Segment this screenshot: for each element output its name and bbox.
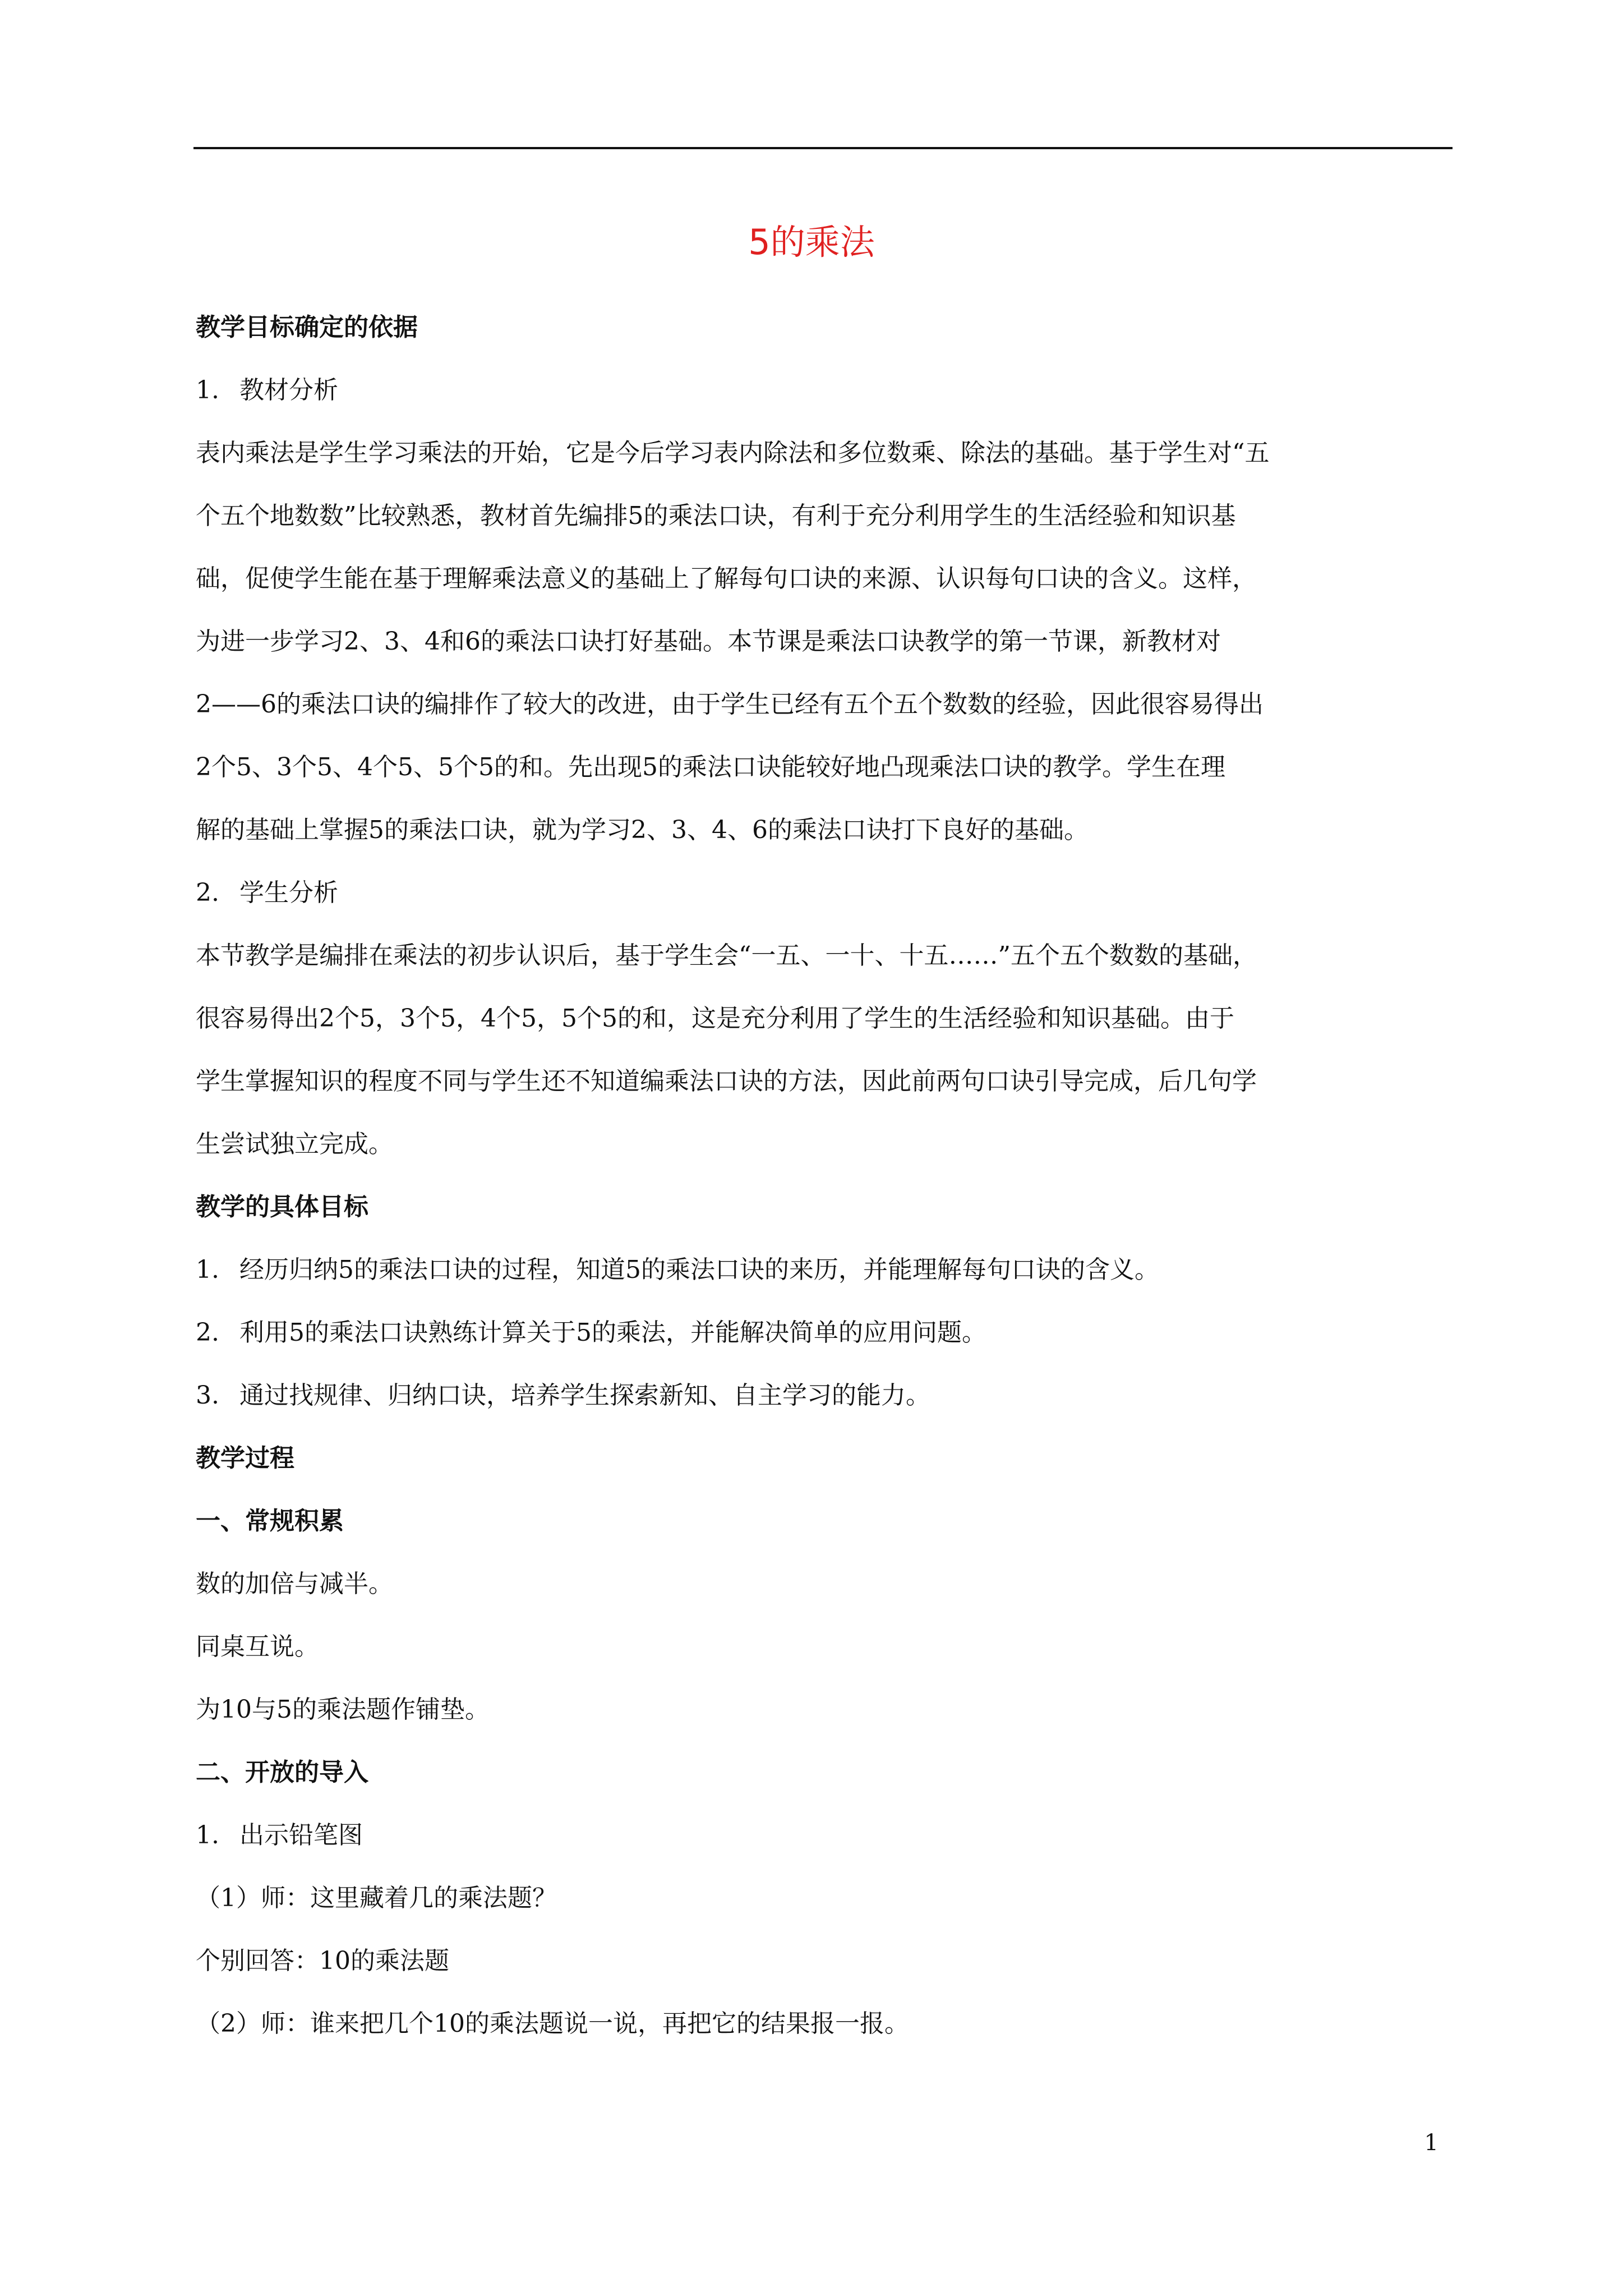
line-text: 表内乘法是学生学习乘法的开始，它是今后学习表内除法和多位数乘、除法的基础。基于学生对“五	[196, 439, 1270, 467]
item-number: 1.	[196, 1255, 219, 1284]
item-number: 3.	[196, 1381, 219, 1410]
item-text: 出示铅笔图	[239, 1821, 363, 1849]
document-body	[196, 296, 1438, 2055]
subsection-student-analysis	[196, 862, 1438, 924]
section-heading-basis: 教学目标确定的依据	[196, 313, 418, 342]
paragraph-line: 同桌互说。	[196, 1632, 319, 1661]
paragraph-line: 为10与5的乘法题作铺垫。	[196, 1695, 490, 1724]
goal-text: 利用5的乘法口诀熟练计算关于5的乘法，并能解决简单的应用问题。	[239, 1318, 986, 1347]
goal-text: 通过找规律、归纳口诀，培养学生探索新知、自主学习的能力。	[239, 1381, 930, 1410]
paragraph-line: 本节教学是编排在乘法的初步认识后，基于学生会“一五、一十、十五……”五个五个数数的基础，	[196, 941, 1257, 970]
item-number: 1.	[196, 376, 219, 404]
list-item	[196, 1804, 1438, 1867]
paragraph-line: （2）师：谁来把几个10的乘法题说一说，再把它的结果报一报。	[196, 2009, 909, 2038]
paragraph-line: 2——6的乘法口诀的编排作了较大的改进，由于学生已经有五个五个数数的经验，因此很容易得出	[196, 690, 1264, 719]
paragraph-line: （1）师：这里藏着几的乘法题？	[196, 1884, 557, 1912]
paragraph-line: 为进一步学习2、3、4和6的乘法口诀打好基础。本节课是乘法口诀教学的第一节课，新教材对	[196, 627, 1221, 656]
item-label: 教材分析	[239, 376, 338, 404]
goal-text: 经历归纳5的乘法口诀的过程，知道5的乘法口诀的来历，并能理解每句口诀的含义。	[239, 1255, 1159, 1284]
paragraph-line: 个五个地数数”比较熟悉，教材首先编排5的乘法口诀，有利于充分利用学生的生活经验和知识基	[196, 501, 1236, 530]
section-heading-goals: 教学的具体目标	[196, 1193, 368, 1221]
page-number: 1	[1424, 2130, 1438, 2156]
paragraph-line: 个别回答：10的乘法题	[196, 1947, 449, 1975]
item-number: 2.	[196, 878, 219, 907]
paragraph-line: 学生掌握知识的程度不同与学生还不知道编乘法口诀的方法，因此前两句口诀引导完成，后几句学	[196, 1067, 1257, 1096]
goal-item	[196, 1239, 1438, 1301]
header-rule	[193, 147, 1453, 149]
paragraph-line: 础，促使学生能在基于理解乘法意义的基础上了解每句口诀的来源、认识每句口诀的含义。这样，	[196, 564, 1257, 593]
item-number: 1.	[196, 1821, 219, 1849]
paragraph-line: 解的基础上掌握5的乘法口诀，就为学习2、3、4、6的乘法口诀打下良好的基础。	[196, 816, 1089, 844]
subsection-textbook-analysis	[196, 359, 1438, 422]
paragraph-line: 数的加倍与减半。	[196, 1570, 393, 1598]
item-label: 学生分析	[239, 878, 338, 907]
paragraph-line	[196, 422, 1438, 485]
paragraph-line: 很容易得出2个5，3个5，4个5，5个5的和，这是充分利用了学生的生活经验和知识基础。由于	[196, 1004, 1234, 1033]
part-heading-routine: 一、常规积累	[196, 1507, 344, 1535]
paragraph-line: 2个5、3个5、4个5、5个5的和。先出现5的乘法口诀能较好地凸现乘法口诀的教学。学生在理	[196, 753, 1225, 781]
item-number: 2.	[196, 1318, 219, 1347]
section-heading-process: 教学过程	[196, 1444, 294, 1473]
paragraph-line: 生尝试独立完成。	[196, 1130, 393, 1158]
part-heading-introduction: 二、开放的导入	[196, 1758, 368, 1787]
goal-item	[196, 1364, 1438, 1427]
page-title: 5的乘法	[748, 222, 875, 263]
goal-item	[196, 1301, 1438, 1364]
